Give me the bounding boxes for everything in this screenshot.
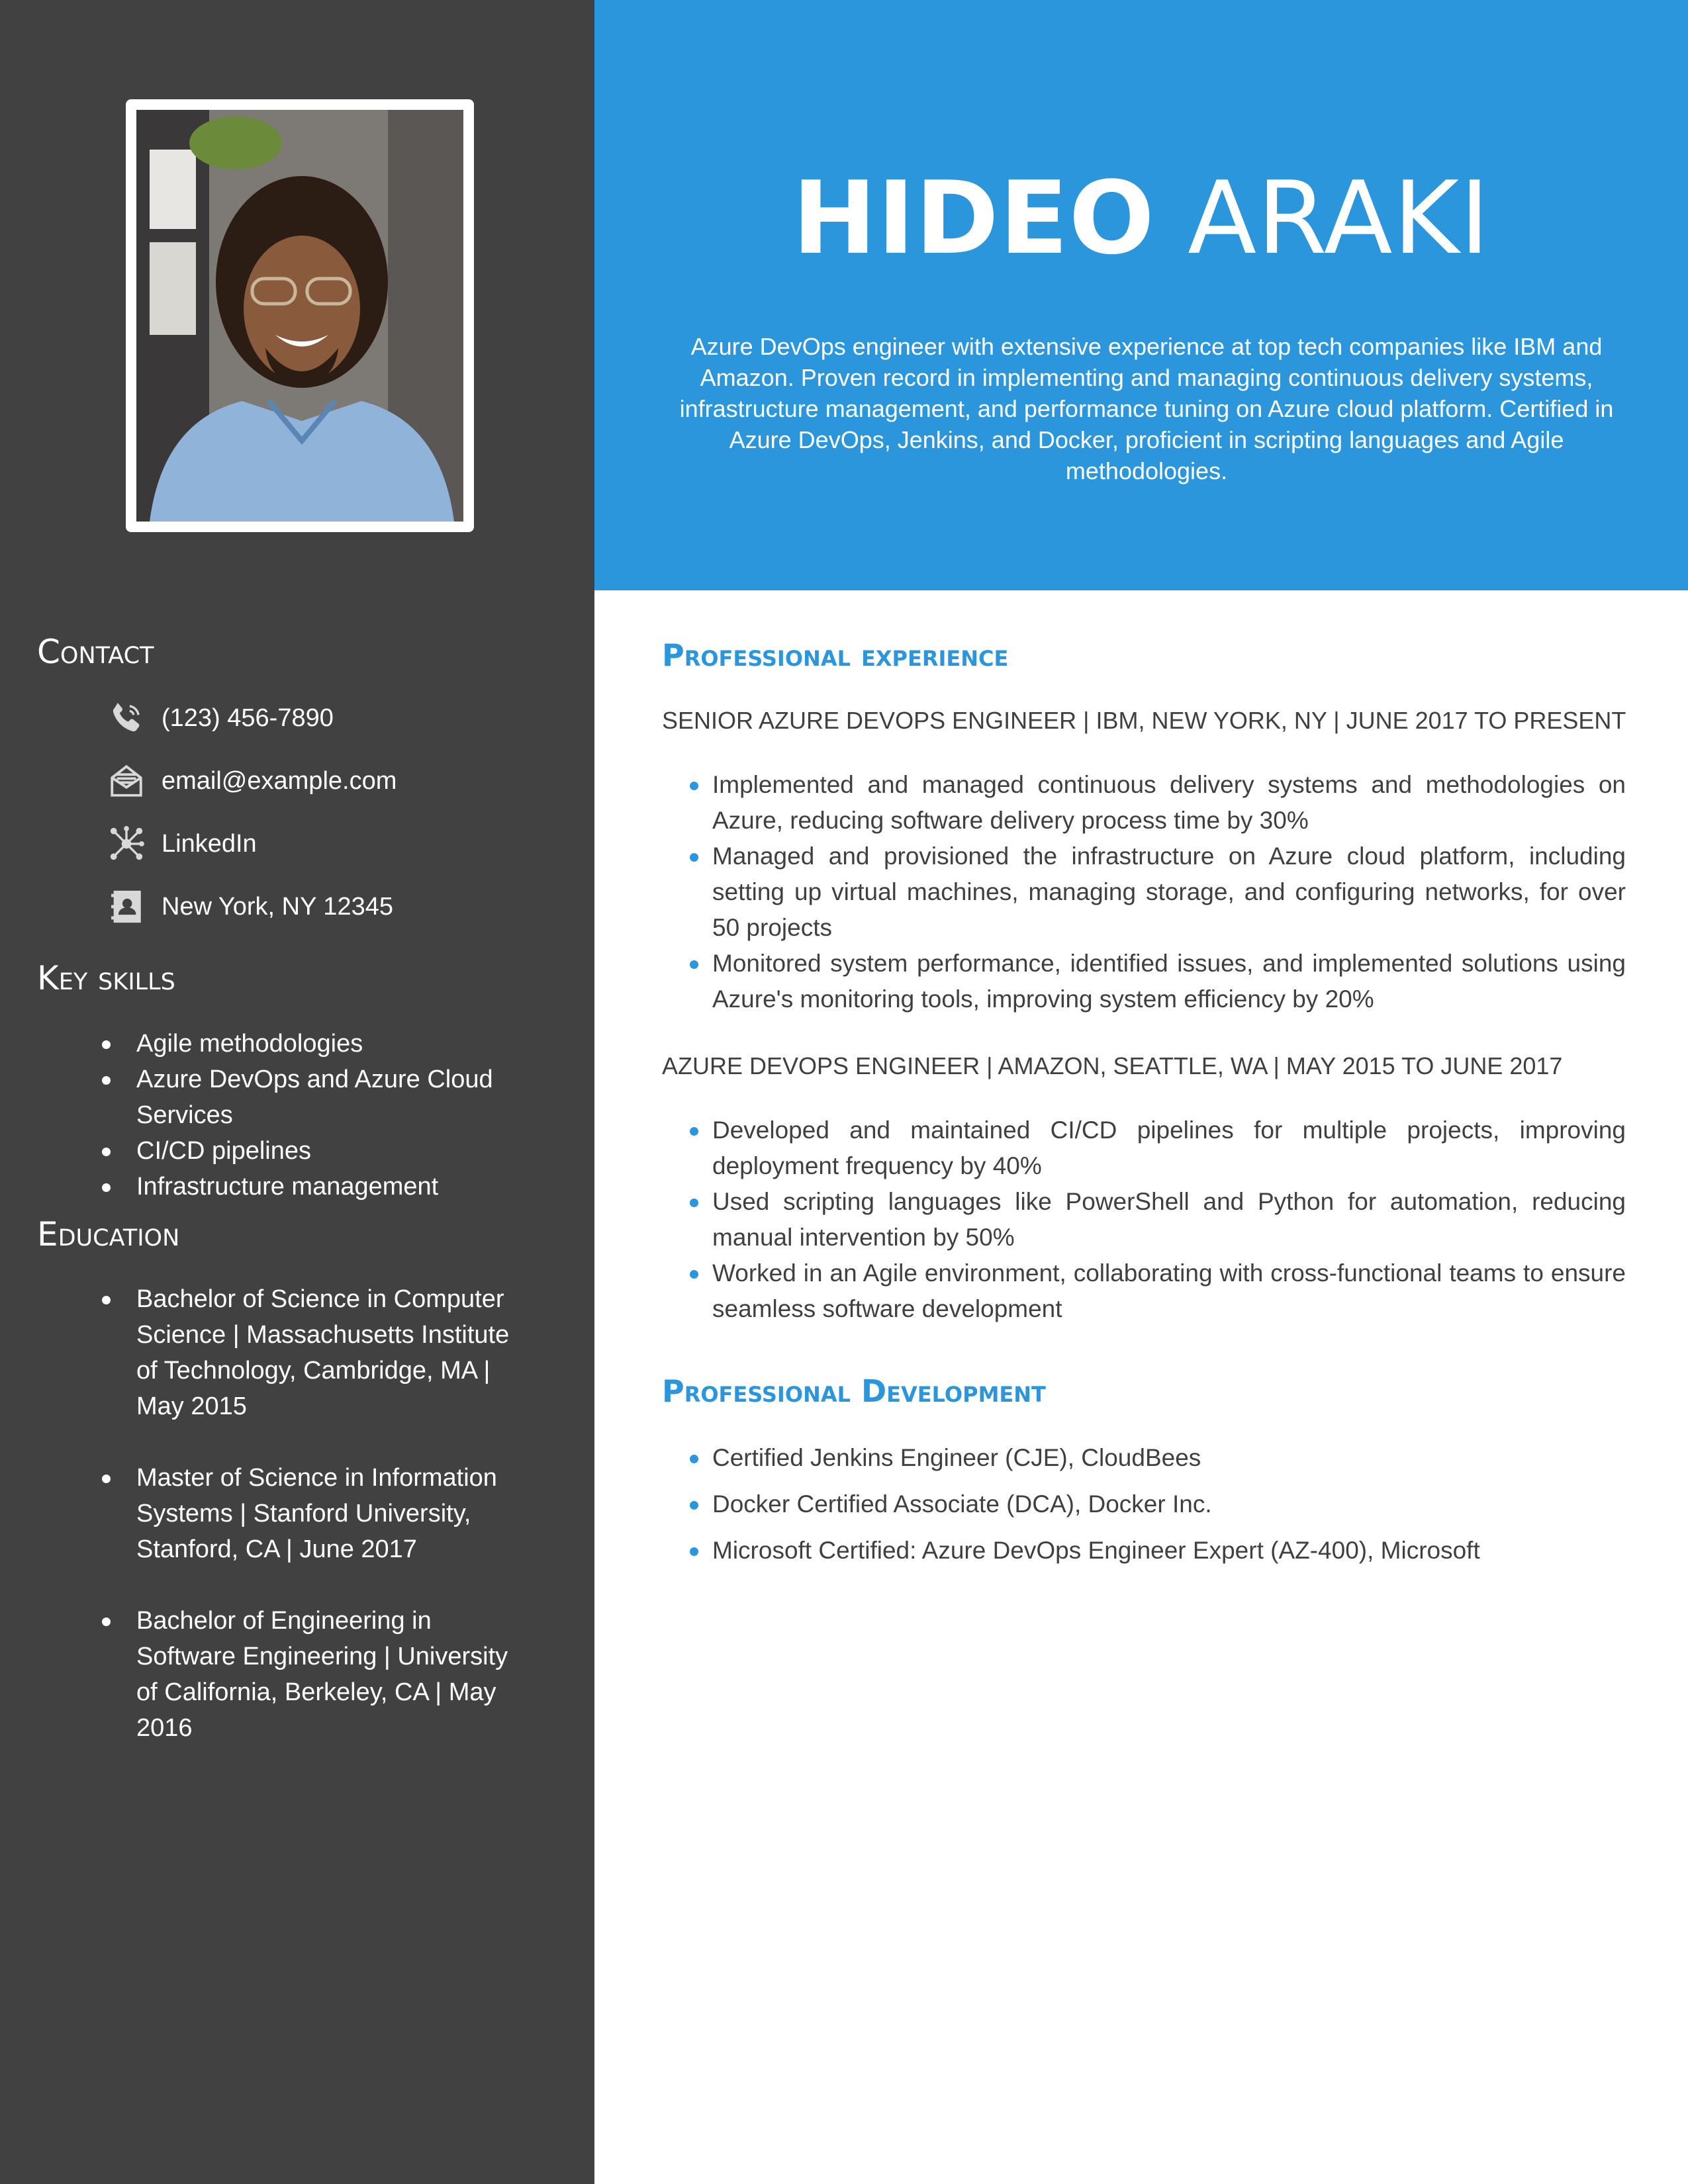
- address-text: New York, NY 12345: [162, 892, 393, 921]
- job-bullet: Managed and provisioned the infrastructure on Azure cloud platform, including setting up virtual machines, managing storage, and configuring networks, for over 50 projects: [688, 839, 1626, 946]
- education-list: [99, 1281, 523, 1782]
- job-bullets: [688, 1113, 1626, 1327]
- job-bullets: [688, 767, 1626, 1017]
- header-banner: [594, 0, 1688, 590]
- skills-list: [99, 1026, 523, 1205]
- development-heading: Professional Development: [662, 1373, 1046, 1409]
- last-name: ARAKI: [1188, 159, 1491, 277]
- job-bullet: Monitored system performance, identified issues, and implemented solutions using Azure's monitoring tools, improving system efficiency by 20%: [688, 946, 1626, 1017]
- phone-text: (123) 456-7890: [162, 704, 334, 732]
- education-item: Bachelor of Science in Computer Science | Massachusetts Institute of Technology, Cambridge, MA | May 2015: [99, 1281, 523, 1424]
- contact-linkedin[interactable]: [106, 821, 257, 867]
- skill-item: CI/CD pipelines: [99, 1133, 523, 1169]
- job-bullet: Implemented and managed continuous delivery systems and methodologies on Azure, reducing software delivery process time by 30%: [688, 767, 1626, 839]
- job-bullet: Developed and maintained CI/CD pipelines for multiple projects, improving deployment frequency by 40%: [688, 1113, 1626, 1184]
- education-heading: Education: [37, 1215, 180, 1253]
- linkedin-text: LinkedIn: [162, 829, 257, 858]
- contact-address: [106, 884, 393, 930]
- first-name: HIDEO: [792, 159, 1155, 277]
- portrait-illustration: [136, 110, 463, 522]
- education-item: Master of Science in Information Systems | Stanford University, Stanford, CA | June 2017: [99, 1460, 523, 1567]
- profile-photo: [136, 110, 463, 522]
- contact-phone[interactable]: [106, 695, 334, 741]
- candidate-name: [594, 159, 1688, 278]
- skill-item: Agile methodologies: [99, 1026, 523, 1062]
- development-item: Certified Jenkins Engineer (CJE), CloudBees: [688, 1440, 1626, 1476]
- email-text: email@example.com: [162, 766, 397, 795]
- address-book-icon: [106, 886, 147, 927]
- job-title: AZURE DEVOPS ENGINEER | AMAZON, SEATTLE, WA | MAY 2015 TO JUNE 2017: [662, 1052, 1563, 1079]
- education-item: Bachelor of Engineering in Software Engineering | University of California, Berkeley, CA | May 2016: [99, 1603, 523, 1746]
- contact-email[interactable]: [106, 758, 397, 804]
- email-icon: [106, 760, 147, 801]
- development-item: Docker Certified Associate (DCA), Docker Inc.: [688, 1486, 1626, 1522]
- skill-item: Infrastructure management: [99, 1169, 523, 1205]
- job-bullet: Used scripting languages like PowerShell and Python for automation, reducing manual intervention by 50%: [688, 1184, 1626, 1255]
- experience-heading: Professional experience: [662, 637, 1009, 673]
- development-item: Microsoft Certified: Azure DevOps Engineer Expert (AZ-400), Microsoft: [688, 1533, 1626, 1569]
- profile-photo-frame: [126, 99, 474, 532]
- job-title: SENIOR AZURE DEVOPS ENGINEER | IBM, NEW YORK, NY | JUNE 2017 TO PRESENT: [662, 707, 1626, 734]
- development-list: [688, 1440, 1626, 1579]
- skills-heading: Key skills: [37, 959, 175, 997]
- profile-summary: Azure DevOps engineer with extensive experience at top tech companies like IBM and Amazon. Proven record in implementing and managing continuous delivery systems, infrastructure management, and performance tuning on Azure cloud platform. Certified in Azure DevOps, Jenkins, and Docker, proficient in scripting languages and Agile methodologies.: [679, 333, 1614, 484]
- network-icon: [106, 823, 147, 864]
- skill-item: Azure DevOps and Azure Cloud Services: [99, 1062, 523, 1133]
- contact-heading: Contact: [37, 633, 154, 671]
- phone-icon: [106, 698, 147, 739]
- job-bullet: Worked in an Agile environment, collaborating with cross-functional teams to ensure seamless software development: [688, 1255, 1626, 1327]
